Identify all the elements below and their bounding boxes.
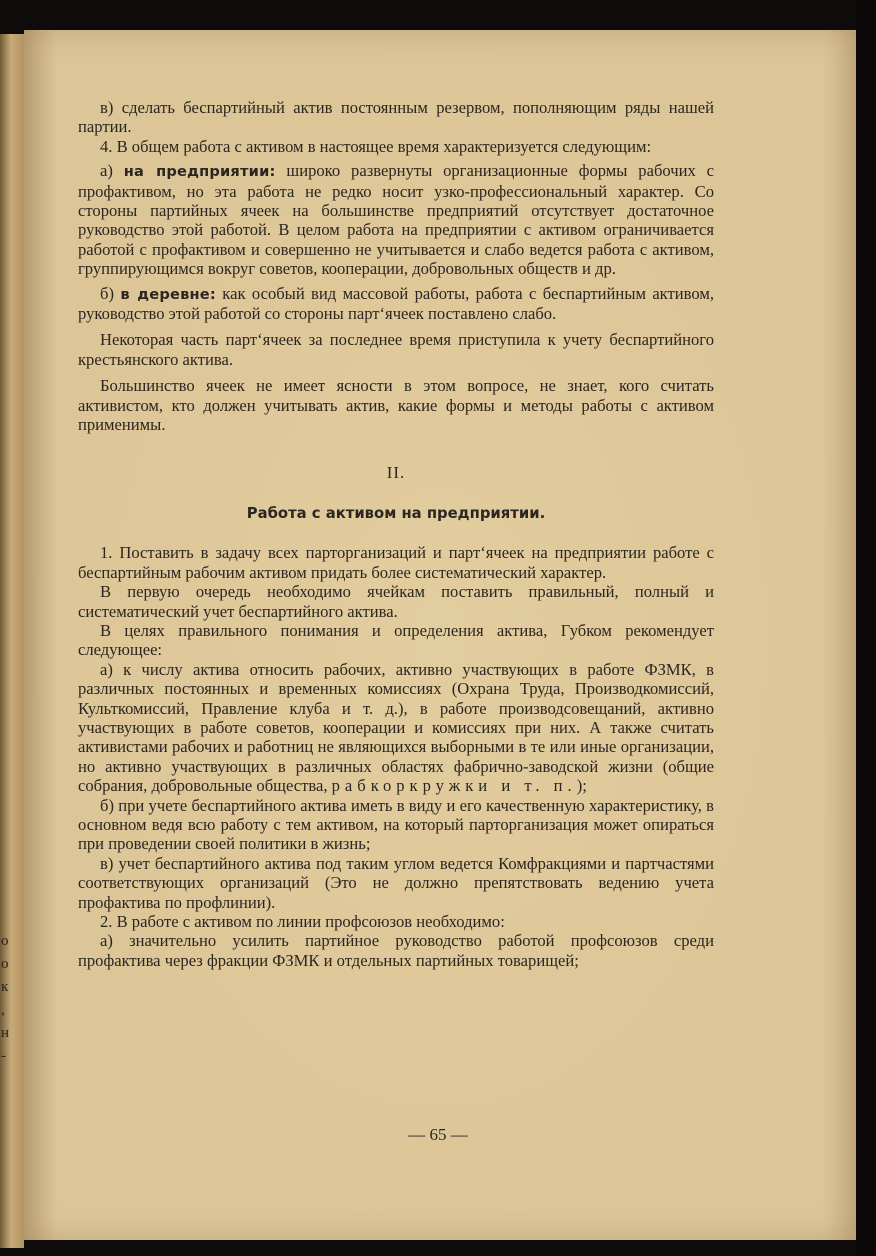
bold-term-enterprise: на предприятии:: [123, 163, 276, 181]
paragraph-s6: в) учет беспартийного актива под таким углом ведется Комфракциями и партчастями соответствующих организаций (Это не должно препятствовать ведению учета профактива по профлинии).: [78, 853, 714, 912]
scan-background-right: [856, 0, 876, 1256]
spaced-term-rabkor: рабкоркружки и т. п.: [331, 776, 577, 796]
paragraph-s4: [78, 660, 714, 796]
page-body: [78, 98, 714, 970]
paragraph-in-village: [78, 284, 714, 324]
item-marker: а): [100, 161, 124, 181]
paragraph-s8: а) значительно усилить партийное руководство работой профсоюзов среди профактива через фракции ФЗМК и отдельных партийных товарищей;: [78, 931, 714, 970]
previous-page-edge-marks: o o к , н -: [1, 933, 10, 1064]
paragraph-s1: 1. Поставить в задачу всех парторганизаций и парт‘ячеек на предприятии работе с беспартийным рабочим активом придать более систематический характер.: [78, 543, 714, 582]
bold-term-village: в деревне:: [120, 285, 216, 303]
section-number: II.: [386, 462, 406, 482]
paragraph-s7: 2. В работе с активом по линии профсоюзов необходимо:: [100, 912, 505, 932]
paragraph-text: как особый вид массовой работы, работа с беспартийным активом, руководство этой работой со стороны парт‘ячеек поставлено слабо.: [78, 283, 715, 324]
paragraph-text-end: );: [576, 776, 587, 796]
paragraph-point-4: 4. В общем работа с активом в настоящее время характеризуется следующим:: [100, 136, 652, 156]
paragraph-active-reserve: в) сделать беспартийный актив постоянным резервом, пополняющим ряды нашей партии.: [78, 98, 714, 137]
paragraph-some-cells: Некоторая часть парт‘ячеек за последнее время приступила к учету беспартийного крестьянского актива.: [78, 330, 714, 369]
page-number: — 65 —: [408, 1125, 468, 1144]
paragraph-s5: б) при учете беспартийного актива иметь в виду и его качественную характеристику, в основном ведя всю работу с тем активом, на который парторганизация может опираться при проведении своей политики в жизнь;: [78, 795, 714, 854]
paragraph-s3: В целях правильного понимания и определения актива, Губком рекомендует следующее:: [78, 620, 714, 660]
paragraph-at-enterprise: [78, 161, 714, 278]
paragraph-text: а) к числу актива относить рабочих, активно участвующих в работе ФЗМК, в различных постоянных и временных комиссиях (Охрана Труда, Производкомиссий, Культкомиссий, Правление клуба и т. д.), в работе производсовещаний, активно участвующих в работе советов, кооперации и комиссиях при них. А также считать активистами рабочих и работниц не являющихся выборными в те или иные организации, но активно участвующих в различных областях фабрично-заводской жизни (общие собрания, добровольные общества,: [78, 659, 714, 796]
paragraph-s2: В первую очередь необходимо ячейкам поставить правильный, полный и систематический учет беспартийного актива.: [78, 582, 714, 621]
item-marker: б): [100, 283, 121, 303]
paragraph-text: широко развернуты организационные формы рабочих с профактивом, но эта работа не редко носит узко-профессиональный характер. Со стороны партийных ячеек на большинстве предприятий отсутствует достаточное руководство этой работой. В целом работа на предприятии с активом ограничивается работой с профактивом и совершенно не учитывается и слабо ведется работа с активом, группирующимся вокруг советов, кооперации, добровольных обществ и др.: [78, 161, 715, 279]
section-title: Работа с активом на предприятии.: [246, 504, 546, 522]
paragraph-majority-cells: Большинство ячеек не имеет ясности в этом вопросе, не знает, кого считать активистом, кто должен учитывать актив, какие формы и методы работы с активом применимы.: [78, 376, 714, 435]
